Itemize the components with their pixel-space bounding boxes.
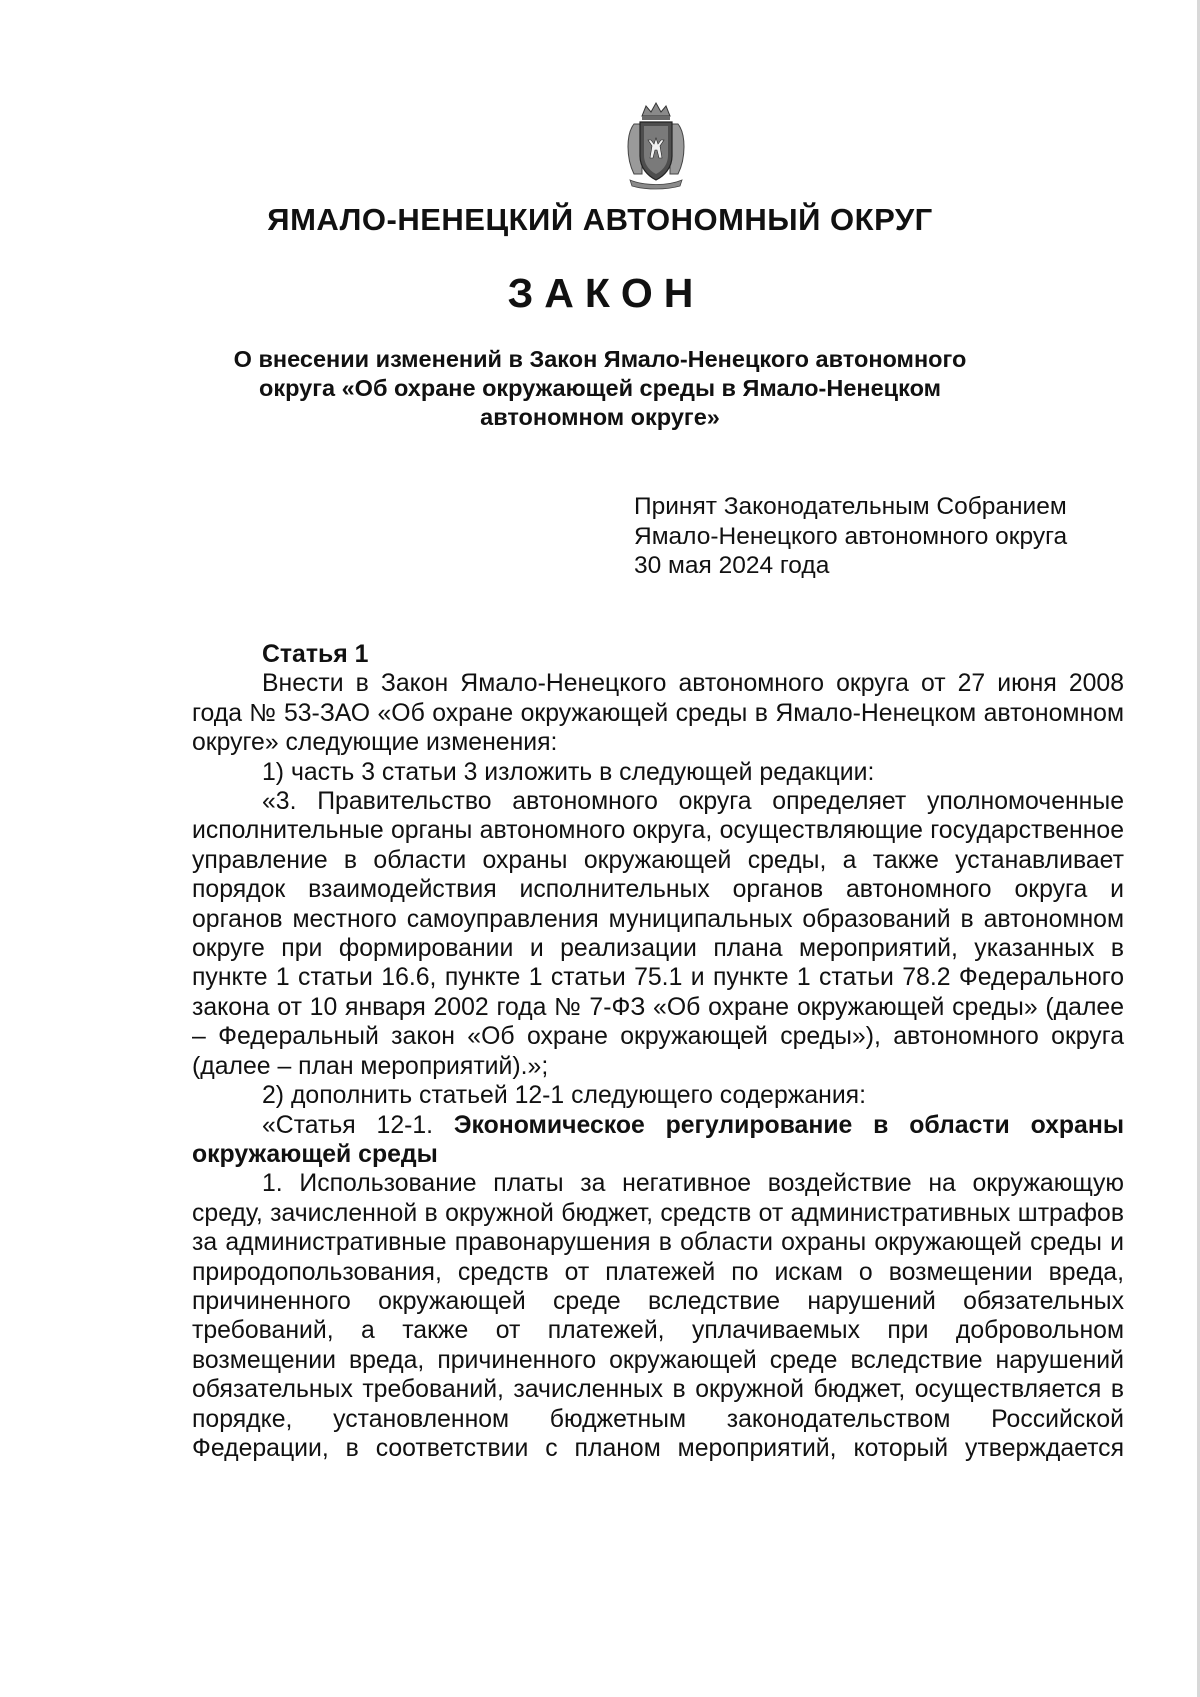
article-intro: Внести в Закон Ямало-Ненецкого автономного округа от 27 июня 2008 года № 53-ЗАО «Об охране окружающей среды в Ямало-Ненецком автономном округе» следующие изменения:	[192, 670, 1124, 757]
adoption-block	[634, 492, 1154, 581]
new-article-title: Экономическое регулирование в области охраны окружающей среды	[192, 1111, 1125, 1168]
document-body	[192, 640, 1124, 1463]
new-article-paragraph-1: 1. Использование платы за негативное воздействие на окружающую среду, зачисленной в окружной бюджет, средств от административных штрафов за административные правонарушения в области охраны окружающей среды и природопользования, средств от платежей по искам о возмещении вреда, причиненного окружающей среде вследствие нарушений обязательных требований, а также от платежей, уплачиваемых при добровольном возмещении вреда, причиненного окружающей среде вследствие нарушений обязательных требований, зачисленных в окружной бюджет, осуществляется в порядке, установленном бюджетным законодательством Российской Федерации, в соответствии с планом мероприятий, который утверждается	[192, 1170, 1124, 1462]
adoption-line-1: Принят Законодательным Собранием	[634, 493, 1067, 520]
amendment-item-2: 2) дополнить статьей 12-1 следующего содержания:	[262, 1082, 866, 1110]
amendment-item-1-text: «3. Правительство автономного округа определяет уполномоченные исполнительные органы автономного округа, осуществляющие государственное управление в области охраны окружающей среды, а также устанавливает порядок взаимодействия исполнительных органов автономного округа и органов местного самоуправления муниципальных образований в автономном округе при формировании и реализации плана мероприятий, указанных в пункте 1 статьи 16.6, пункте 1 статьи 75.1 и пункте 1 статьи 78.2 Федерального закона от 10 января 2002 года № 7-ФЗ «Об охране окружающей среды» (далее – Федеральный закон «Об охране окружающей среды»), автономного округа (далее – план мероприятий).»;	[192, 788, 1124, 1080]
coat-of-arms-icon	[620, 100, 692, 190]
new-article-prefix: «Статья 12-1.	[262, 1111, 454, 1139]
adoption-date: 30 мая 2024 года	[634, 552, 830, 579]
adoption-line-2: Ямало-Ненецкого автономного округа	[634, 522, 1068, 550]
article-heading: Статья 1	[262, 641, 369, 668]
new-article-heading	[192, 1111, 1124, 1170]
document-type: ЗАКОН	[507, 270, 705, 316]
region-name: ЯМАЛО-НЕНЕЦКИЙ АВТОНОМНЫЙ ОКРУГ	[267, 202, 933, 237]
amendment-item-1: 1) часть 3 статьи 3 изложить в следующей редакции:	[262, 758, 875, 786]
law-title: О внесении изменений в Закон Ямало-Ненецкого автономного округа «Об охране окружающей среды в Ямало-Ненецком автономном округе»	[233, 346, 967, 430]
